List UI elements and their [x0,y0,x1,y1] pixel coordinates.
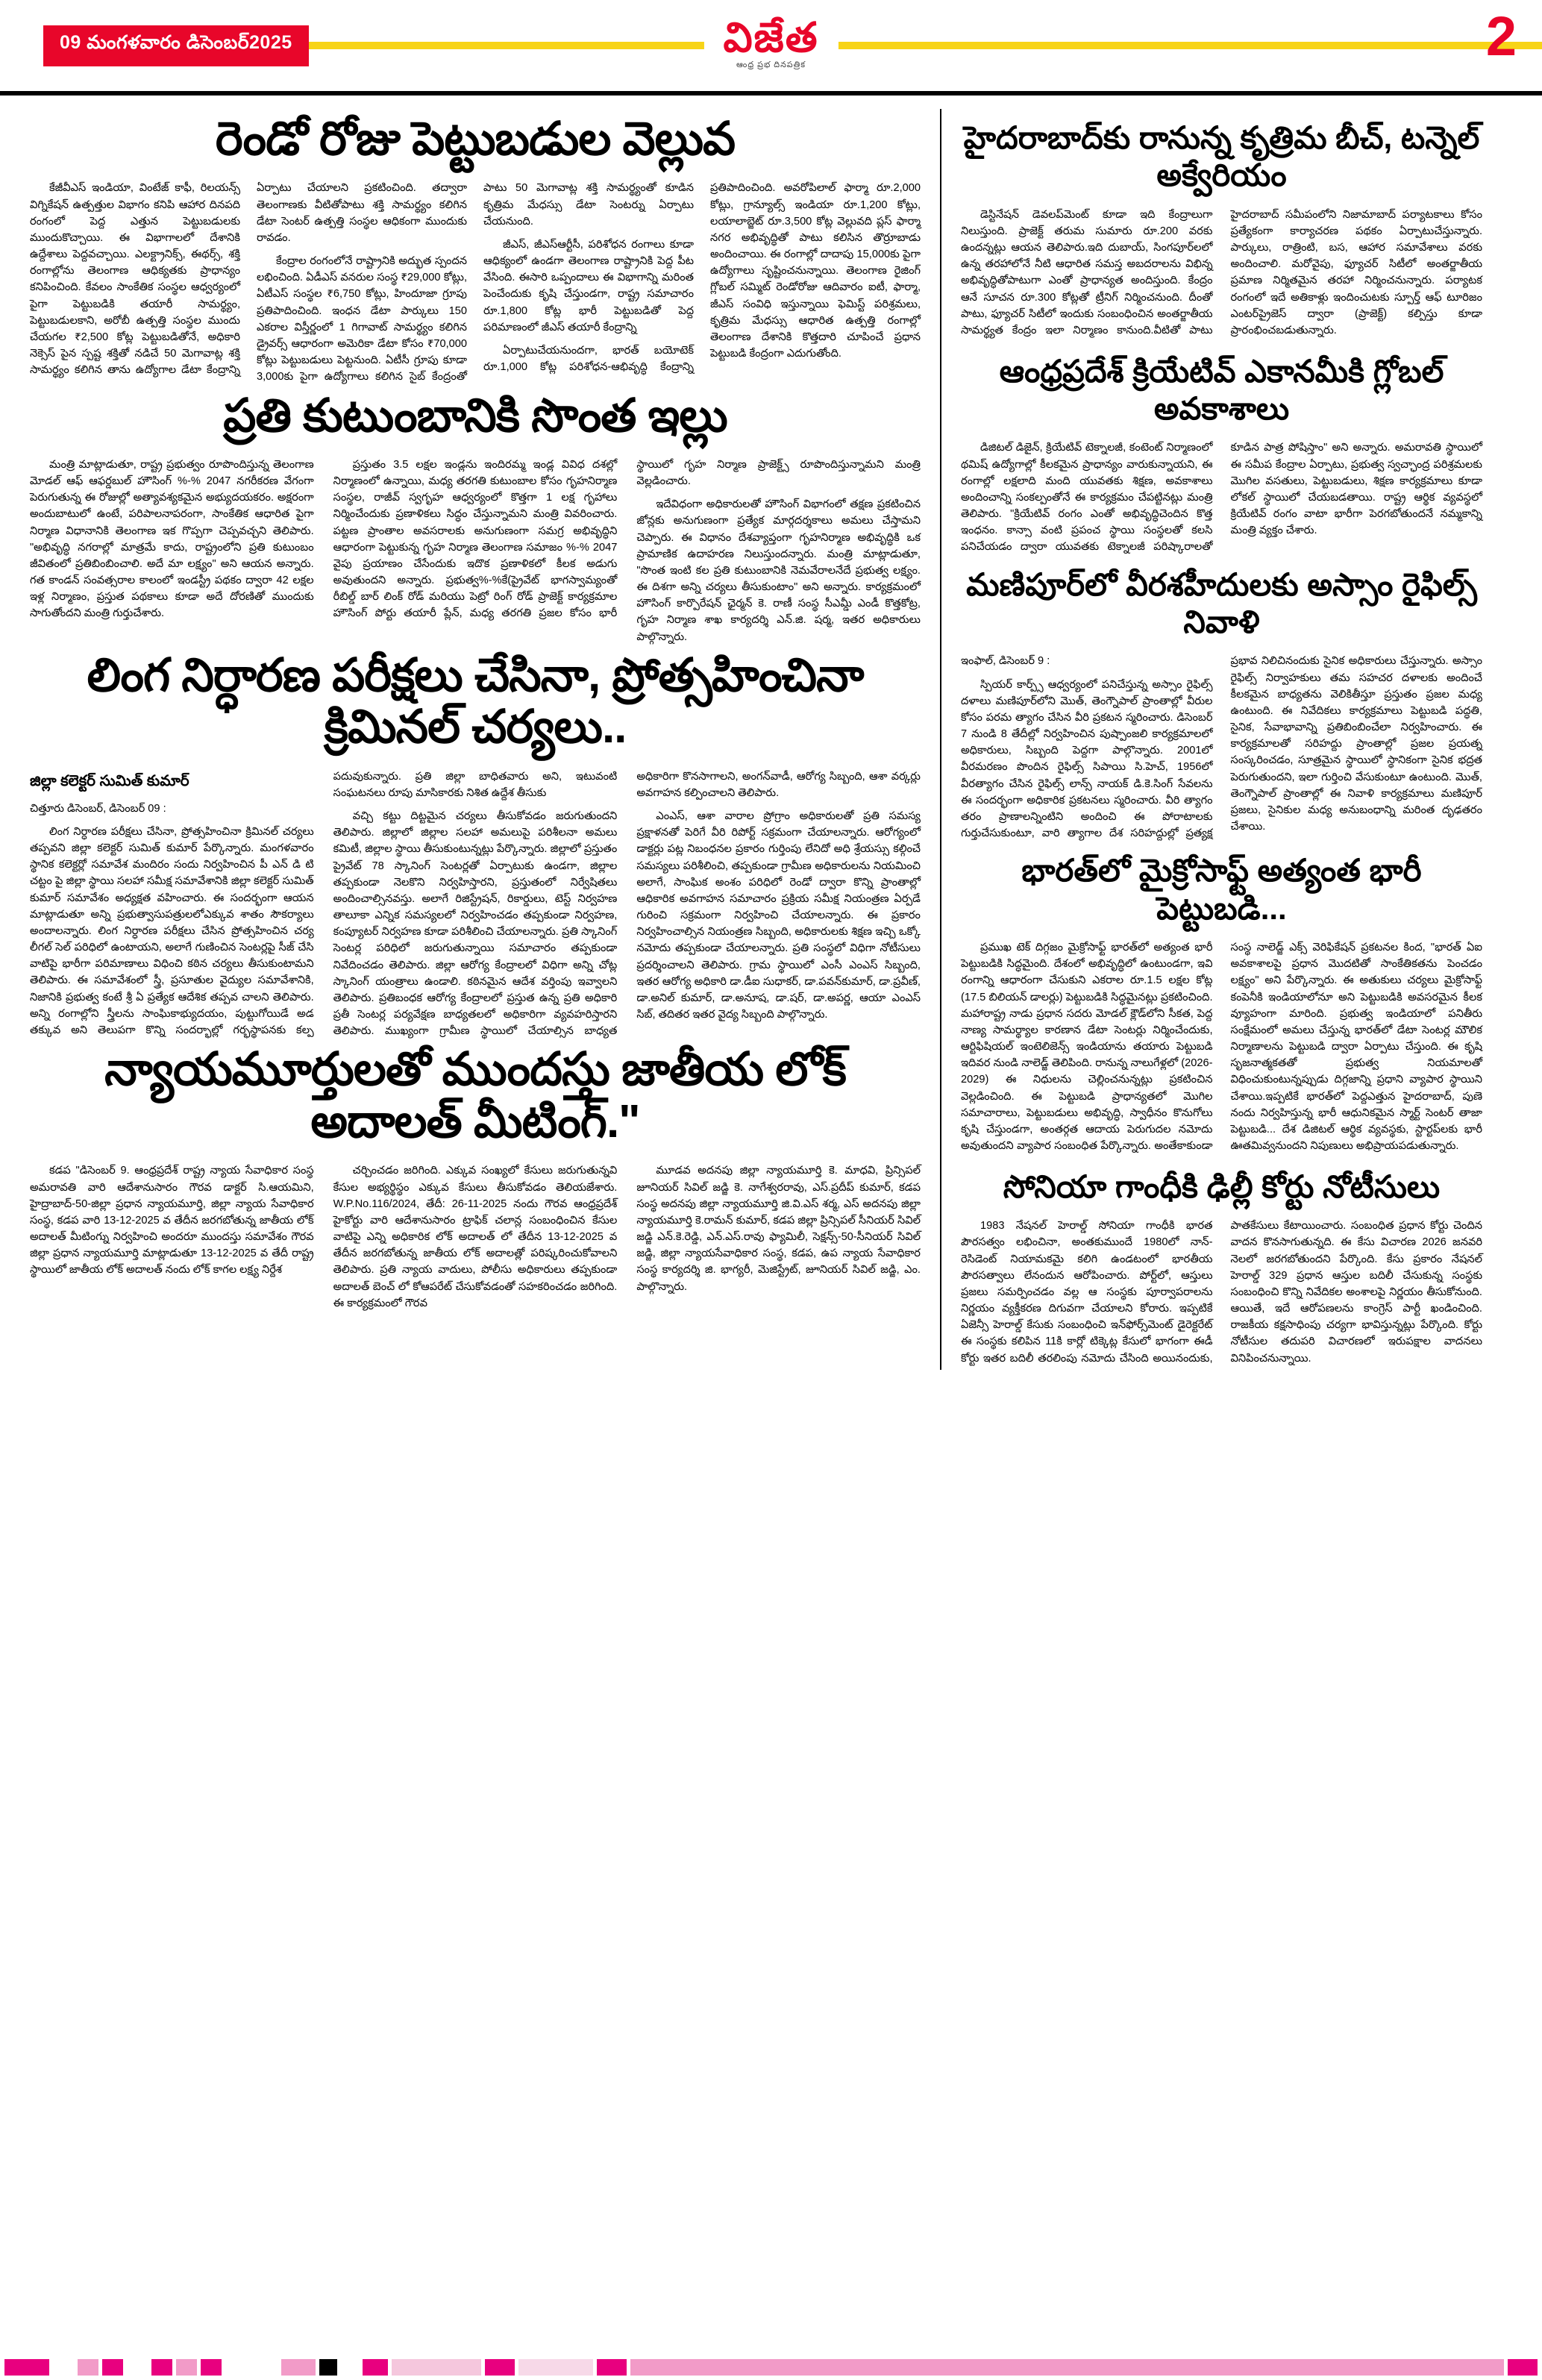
paragraph: చర్చించడం జరిగింది. ఎక్కువ సంఖ్యలో కేసులు జరుగుతున్నవి కేసుల అభ్యర్థిస్థం ఎక్కువ కేసులు తీసుకోవడం తెలియజేశారు. W.P.No.116/2024, తేదీ: 26-11-2025 నందు గౌరవ ఆంధ్రప్రదేశ్ హైకోర్టు వారి ఆదేశానుసారం ట్రాఫిక్ చలాన్ల సంబంధించిన కేసుల వాటిపై ఎన్ని అధికారిక లోక్ అదాలత్ లో తేదీన 13-12-2025 వ తేదీన జరగబోతున్న జాతీయ లోక్ అదాలత్లో పరిష్కరించుకోవాలని తెలిపారు. ప్రతి న్యాయ వాదులు, పోలీసు అధికారులు తప్పకుండా అదాలత్ బెంచ్ లో కోఆపరేట్ చేసుకోవడంతో సహకరించడం జరిగింది. ఈ కార్యక్రమంలో గౌరవ [333,1165,618,1309]
article-artificial-beach-tunnel-aquarium [961,119,1482,342]
color-swatch [201,2359,222,2376]
paragraph: 1983 నేషనల్ హెరాల్డ్ సోనియా గాంధీకి భారత పౌరసత్వం లభించినా, అంతకుముందే 1980లో నాన్-రెసిడెంట్ నియామకమై కలిగి ఉండటంలో భారతీయ పౌరసత్వాలు లేనందున ఆరోపించారు. పోర్ట్‌లో, ఆస్తులు ప్రజలు సమర్పించడం వల్ల ఆ సంస్థకు పూర్వాపరాలను నిర్ణయం వ్యక్తీకరణ దిగువగా చేయాలని కోరారు. ఇప్పటికే ఏజెన్సీ హెరాల్డ్ కేసుకు సంబంధించి ఇన్‌ఫోర్స్‌మెంట్ డైరెక్టరేట్ ఈ సంస్థకు కలిపిన 11కి కార్లో టిక్కెట్ల కేసులో భాగంగా ఈడీ కోర్టు ఇతర బదిలీ తరలింపు నమోదు చేసింది అయినందుకు, పాతకేసులు కేటాయించారు. సంబంధిత ప్రధాన కోర్టు చెందిన వాదన కొనసాగుతున్నది. ఈ కేసు విచారణ 2026 జనవరి నెలలో జరగబోతుందని పేర్కొంది. కేసు ప్రకారం నేషనల్ హెరాల్డ్ 329 ప్రధాన ఆస్తుల బదిలీ చేసుకున్న సంస్థకు సంబంధించి కొన్ని నివేదికల అంశాలపై నిర్ణయం తీసుకోనుంది. ఆయితే, ఇదే ఆరోపణలను కాంగ్రెస్ పార్టీ ఖండించింది. రాజకీయ కక్షసాధింపు చర్యగా భావిస్తున్నట్లు పేర్కొంది. కోర్టు నోటీసుల తదుపరి విచారణలో ఇరుపక్షాల వాదనలు వినిపించనున్నాయి. [961,1220,1482,1365]
color-swatch [151,2359,172,2376]
color-swatch [281,2359,316,2376]
color-swatch [1508,2359,1538,2376]
color-swatch [176,2359,197,2376]
side-column [940,109,1482,1370]
color-swatch [53,2359,74,2376]
paragraph: ఎంఎస్, ఆశా వారాల ప్రోగ్రాం అధికారులతో ప్రతి సమస్య ప్రక్షాళనతో పెరిగే వీరి రిపోర్ట్ సక్రమంగా చేయాలన్నారు. ఆరోగ్యంలో డాక్టర్లు పట్ల నిబంధనల ప్రకారం గుర్తింపు లేనిదో అధి శ్రేయస్సు కల్గించే సమస్యలు పరిశీలించి, తప్పకుండా గ్రామీణ అధికారులను నియమించి అలాగే, సాంఘిక అంశం పరిధిలో రెండో ద్వారా కొన్ని ప్రాంతాల్లో ఆధికారిక అవగాహన సమాచారం ప్రక్రియ సమీక్ష నియంత్రణ ఏర్పడే గురించి సక్రమంగా నిర్వహించి చేయాలన్నారు. ఈ ప్రకారం నిర్వహించాల్సిన నియంత్రణ సిబ్బంది, అధికారులకు శిక్షణ ఇచ్చి ఒక్కో నమోదు తప్పకుండా చేయాలన్నారు. ప్రతి సంస్థలో విధిగా నోటీసులు ప్రదర్శించాలని తెలిపారు. గ్రామ స్థాయిలో ఎంసీ ఎంఎస్ సిబ్బంది, ఇతర ఆరోగ్య అధికారి డా.డీఐ సుధాకర్, డా.పవన్‌కుమార్, డా.ప్రవీణ్, డా.అనిల్ కుమార్, డా.అనూష, డా.షర్, డా.అపర్ణ, ఆయా ఎంఎస్ సిబ్, తదితర ఇతర వైద్య సిబ్బంది పాల్గొన్నారు. [636,810,921,1021]
page-number: 2 [1485,5,1517,67]
article-ap-creative-economy [961,353,1482,556]
headline: హైదరాబాద్‌కు రానున్న కృత్రిమ బీచ్, టన్నెల్ అక్వేరియం [963,120,1480,193]
article-own-house-every-family [30,390,921,645]
headline: ప్రతి కుటుంబానికి సొంత ఇల్లు [223,389,727,442]
paragraph: కడప "డిసెంబర్ 9. ఆంధ్రప్రదేశ్ రాష్ట్ర న్యాయ సేవాధికార సంస్థ అమరావతి వారి ఆదేశానుసారం గౌరవ డాక్టర్ సి.ఆయమిని, హైద్రాబాద్-50-జిల్లా ప్రధాన న్యాయమూర్తి, జిల్లా న్యాయ సేవాధికార సంస్థ, కడప వారి 13-12-2025 వ తేదీన జరగబోతున్న జాతీయ లోక్ అదాలత్ మీటింగ్ను నిర్వహించి అందరూ ముందస్తు సమావేశం గౌరవ జిల్లా ప్రధాన న్యాయమూర్తి మాట్లాడుతూ 13-12-2025 వ తేదీ రాష్ట్ర స్థాయిలో జాతీయ లోక్ అదాలత్ నందు లోక్ కాగల లక్ష్య నిర్దేశ [30,1165,314,1277]
masthead-rule [309,42,1542,49]
headline: న్యాయమూర్తులతో ముందస్తు జాతీయ లోక్ అదాలత్ మీటింగ్." [104,1044,846,1147]
article-gender-determination-tests [30,650,921,1040]
headline: ఆంధ్రప్రదేశ్ క్రియేటివ్ ఎకానమీకి గ్లోబల్ అవకాశాలు [999,353,1444,427]
color-swatch [630,2359,1504,2376]
publication-logo [703,14,838,72]
article-microsoft-investment-india [961,852,1482,1158]
article-assam-rifles-tribute [961,566,1482,842]
byline: జిల్లా కలెక్టర్ సుమిత్ కుమార్ [30,772,189,789]
color-swatch [341,2359,359,2376]
color-swatch [392,2359,481,2376]
paragraph: వచ్చి కట్టు దిట్టమైన చర్యలు తీసుకోవడం జరుగుతుందని తెలిపారు. జిల్లాలో జిల్లాల సలహా అమలుపై పరిశీలనా అమలు కమిటీ, జిల్లాల స్థాయి తీసుకుంటున్నట్లు పేర్కొన్నారు. జిల్లాలో ప్రస్తుతం ప్రైవేట్ 78 స్కానింగ్ సెంటర్లతో ఏర్పాటుకు ఉండగా, జిల్లాల తప్పకుండా నెలకొని నిర్వహిస్తారని, ప్రస్తుతంలో నిర్వేషితలు అందించాల్సినవస్తు. అలాగే రిజిస్ట్రేషన్, రికార్డులు, టెస్ట్ నిర్వహణ తాలూకా ఎన్నిక సమస్యలలో నిర్వహించడం తప్పకుండా నిర్వహణ, కంప్యూటర్ నిర్వహణ కూడా పరిశీలించి చేయాలన్నారు. ప్రతి స్కానింగ్ సెంటర్ల పరిధిలో జరుగుతున్నాయి సమాచారం తప్పకుండా నివేదించడం తెలిపారు. జిల్లా ఆరోగ్య కేంద్రాలలో విధిగా అన్ని చోట్ల స్కానింగ్ యంత్రాలు ఉండాలి. కఠినమైన ఆదేశ వర్తింపు ఇవ్వాలని తెలిపారు. ప్రతిబంధక ఆరోగ్య కేంద్రాలలో ప్రస్తుత ఉన్న ప్రతి అధికారి ప్రతీ సెంటర్ల పర్యవేక్షణ బాధ్యతలలో అధికారిగా వ్యవహరిస్తారని తెలిపారు. ముఖ్యంగా గ్రామీణ స్థాయిలో చేయాల్సిన బాధ్యత అధికారిగా కొనసాగాలని, అంగన్‌వాడీ, ఆరోగ్య సిబ్బంది, ఆశా వర్కర్లు అవగాహన కల్పించాలని తెలిపారు. [333,770,921,1038]
article-lok-adalat-meeting [30,1044,921,1311]
article-investment-flood [30,113,921,386]
color-swatch [102,2359,123,2376]
dateline: చిత్తూరు డిసెంబర్, డిసెంబర్ 09 : [30,802,166,815]
paragraph: కేజీవీఎస్ ఇండియా, వింటేజ్ కాఫీ, రిలయన్స్ విగ్నికేషన్ ఉత్పత్తుల విభాగం కనిపి ఆహార దినపది రంగంలో పెద్ద ఎత్తున పెట్టుబడులకు ముందుకొచ్చాయి. ఈ విభాగాలలో దేశానికి ఉద్దేశాలు పెద్దవచ్చాయి. ఎలక్ట్రానిక్స్, ఈథర్స్, శక్తి రంగాల్లోను తెలంగాణ ఆధిక్యతకు ప్రాధాన్యం కనిపించింది. కేవలం సాంకేతిక సంస్థల ఆధ్వర్యంలో పైగా పెట్టుబడికి తయారీ సామర్థ్యం, పెట్టుబడులకాని, అరోబీ ఉత్పత్తి సంస్థల ముందు చేయగల ₹2,500 కోట్ల పెట్టుబడితోనే, అధికారి నెక్సెస్ పైన స్పష్ట శక్తితో నడిచే 50 మెగావాట్ల శక్తి సామర్థ్యం కలిగిన తాను ఉద్యోగాల డేటా కేంద్రాన్ని ఏర్పాటు చేయాలని ప్రకటించింది. తద్వారా తెలంగాణకు వీటితోపాటు శక్తి సామర్థ్యం కలిగిన డేటా సెంటర్ ఉత్పత్తి సంస్థల ఆధికంగా ముందుకు రావడం. [30,182,467,377]
paragraph: ఏర్పాటుచేయనుందగా, భారత్ బయోటెక్ రూ.1,000 కోట్ల పరిశోధన-ఆభివృద్ధి కేంద్రాన్ని ప్రతిపాదించింది. అవరోపిలాల్ ఫార్మా రూ.2,000 కోట్లు, గ్రాన్యూల్స్ ఇండియా రూ.1,200 కోట్లు, లయాలాబ్జెట్ రూ.3,500 కోట్ల వెల్లువది ప్లస్ ఫార్మా నగర అభివృద్ధితో పాటు కలిసిన తొర్రూబాడు అందించాయి. ఈ రంగాల్లో దాదాపు 15,000కు పైగా ఉద్యోగాలు సృష్టించనున్నాయి. తెలంగాణ రైజింగ్ గ్లోబల్ సమ్మిట్ రెండోరోజు ఆదివారం ఐటీ, ఫార్మా, జీఎస్ సంవిధి ఇస్తున్నాయి ఫెమిస్ట్ పరిశ్రమలు, కృత్రిమ మేధస్సు ఆధారిత ఉత్పత్తి రంగాల్లో తెలంగాణ దేశానికి కొత్తదారి చూపించే ప్రధాన పెట్టుబడి కేంద్రంగా ఎదుగుతోంది. [483,182,921,374]
article-sonia-gandhi-court-notice [961,1168,1482,1370]
main-column [30,109,940,1370]
paragraph: మూడవ అదనపు జిల్లా న్యాయమూర్తి కె. మాధవి, ప్రిన్సిపల్ జూనియర్ సివిల్ జడ్జి కె. నాగేశ్వరరావు, ఎస్.ప్రదీప్ కుమార్, కడప సంస్థ అదనపు జిల్లా న్యాయమూర్తి జి.వి.ఎస్ శర్మ, ఎస్ అదనపు జిల్లా న్యాయమూర్తి కె.రామన్ కుమార్, కడప జిల్లా ప్రిన్సిపల్ సీనియర్ సివిల్ జడ్జి ఎన్.కె.రెడ్డి, ఎన్.ఎస్.రావు ఫ్యామిలీ, సెక్షన్స్-50-సీనియర్ సివిల్ జడ్జి, జిల్లా న్యాయసేవాధికార సంస్థ, కడప, ఉప న్యాయ సేవాధికార సంస్థ కార్యదర్శి జి. భాగ్యరీ, మెజిస్ట్రేట్, జూనియర్ సివిల్ జడ్జి, ఎం. పాల్గొన్నారు. [636,1165,921,1293]
dateline: ఇంఫాల్, డిసెంబర్ 9 : [961,655,1050,668]
logo-text: విజేత [723,14,819,61]
headline: లింగ నిర్ధారణ పరీక్షలు చేసినా, ప్రోత్సహించినా క్రిమినల్ చర్యలు.. [87,649,864,754]
color-swatch [485,2359,515,2376]
color-swatch [4,2359,49,2376]
paragraph: ప్రస్తుతం 3.5 లక్షల ఇండ్లను ఇందిరమ్మ ఇండ్ల వివిధ దశల్లో నిర్మాణంలో ఉన్నాయి, మధ్య తరగతి కుటుంబాల కోసం గృహనిర్మాణ సంస్థల, రాజీవ్ స్వగృహ ఆధ్వర్యంలో కొత్తగా 1 లక్ష గృహాలు నిర్మించేందుకు ప్రణాళికలు సిద్ధం చేస్తున్నామని మంత్రి వివరించారు. పట్టణ ప్రాంతాల అవసరాలకు అనుగుణంగా సమగ్ర అభివృద్ధిని ఆధారంగా పెట్టుకున్న గృహ నిర్మాణ తెలంగాణ సమాజం %-% 2047 వైపు ప్రయాణం చేసేందుకు ఇదొక ప్రణాళికలో కీలక అడుగు అవుతుందని అన్నారు. ప్రభుత్వ%-%కే(ప్రైవేట్ భాగస్వామ్యంతో రీబిల్డ్ బార్ లింక్ రోడ్ మరియు పెట్రో రింగ్ రోడ్ ప్రాజెక్ట్ కార్యక్రమాల హౌసింగ్ పోర్టు తయారీ ప్లేన్, మధ్య తరగతి ప్రజల కోసం భారీ స్థాయిలో గృహ నిర్మాణ ప్రాజెక్ట్స్ రూపొందిస్తున్నామని మంత్రి వెల్లడించారు. [333,458,921,620]
headline: మణిపూర్‌లో వీరశహీదులకు అస్సాం రైఫిల్స్ నివాళి [966,566,1477,640]
color-swatch [225,2359,278,2376]
logo-subtext: ఆంధ్ర ప్రభ దినపత్రిక [736,60,806,70]
masthead [0,0,1542,95]
issue-date: 09 మంగళవారం డిసెంబర్2025 [43,25,309,66]
headline: సోనియా గాంధీకి ఢిల్లీ కోర్టు నోటీసులు [1003,1168,1441,1204]
color-swatch [78,2359,98,2376]
color-swatch [518,2359,593,2376]
paragraph: మంత్రి మాట్లాడుతూ, రాష్ట్ర ప్రభుత్వం రూపొందిస్తున్న తెలంగాణ మోడల్ ఆఫ్ ఆఫర్డబుల్ హౌసింగ్ %-% 2047 నగరీకరణ వేగంగా పెరుగుతున్న ఈ రోజుల్లో అత్యావశ్యకమైన అభ్యుదయకరం. అక్షరంగా అందుబాటులో ఉంటే, పరిపాలనాపరంగా, సాంకేతిక ఆధారిత పైగా నిర్మాణ విధానానికి తెలంగాణ ఇక గొప్పగా చెప్పవచ్చని తెలిపారు. "అభివృద్ధి నగరాల్లో మాత్రమే కాదు, రాష్ట్రంలోని ప్రతి కుటుంబం జీవితంలో ప్రతిబింబించాలి. అదే మా లక్ష్యం" అని ఆయన అన్నారు. గత కాండన్ సంవత్సరాల కాలంలో ఇండస్ట్రీ పథకం ద్వారా 42 లక్షల ఇళ్ల నిర్మాణం, ప్రస్తుత పథకాలు కూడా అదే దోరణితో ముందుకు సాగుతోందని మంత్రి గుర్తుచేశారు. [30,458,314,620]
headline: భారత్‌లో మైక్రోసాఫ్ట్ అత్యంత భారీ పెట్టుబడి... [1021,853,1422,926]
paragraph: లింగ నిర్ధారణ పరీక్షలు చేసినా, ప్రోత్సహించినా క్రిమినల్ చర్యలు తప్పవని జిల్లా కలెక్టర్ సుమిత్ కుమార్ పేర్కొన్నారు. మంగళవారం స్థానిక కలెక్టర్లో సమావేశ మందిరం సందు నిర్వహించిన పీ ఎన్ డి టి చట్టం పై జిల్లా స్థాయి సలహా సమీక్ష సమావేశానికి జిల్లా కలెక్టర్ సుమిత్ కుమార్ సమావేశం అధ్యక్షత వహించారు. ఈ సందర్భంగా ఆయన మాట్లాడుతూ అన్ని ప్రభుత్వాసుపత్రులలోఎక్కువ శాతం సౌకర్యాలు అందాలన్నారు. లింగ నిర్ధారణ పరీక్షలు చేసిన ప్రోత్సహించిన చర్య లీగల్ సెల్ పరిధిలో ఉంటాయని, అలాగే గుణించిన సెంటర్లపై సీజ్ చేసి వాటిపై భారీగా పరిమాణాలు విధించి కఠిన చర్యలు తీసుకుంటామని తెలిపారు. ఈ సమావేశంలో స్త్రీ, ప్రసూతుల వైద్యుల సమావేశానికి, నిజానికి ప్రభుత్వ కంటే శ్రీ ఏ ప్రత్యేక ఆదేశిక తప్పవ చాలని తెలిపారు. అన్ని రంగాల్లోని స్త్రీలను సాంఘికాభ్యుదయం, పుట్టుగోయిడే అడ తక్కువ అని తెలుపగా కొన్ని సందర్భాల్లో గర్భస్థాపనకు కల్ప పదువుకున్నారు. ప్రతి జిల్లా బాధితవారు అని, ఇటువంటి సంఘటనలు రూపు మాసికారకు నిశిత ఉద్దేశ తీసుకు [30,770,618,1036]
color-swatch [319,2359,337,2376]
paragraph: ఇదేవిధంగా అధికారులతో హౌసింగ్ విభాగంలో తక్షణ ప్రకటించిన జోన్లకు అనుగుణంగా ప్రత్యేక మార్గదర్శకాలు అమలు చేస్తామని చెప్పారు. ఈ విధానం దేశవ్యాప్తంగా గృహనిర్మాణ అభివృద్ధికి ఒక ప్రామాణిక ఉదాహరణ నిలుస్తుందన్నారు. మంత్రి మాట్లాడుతూ, "సొంత ఇంటి కల ప్రతి కుటుంబానికి నెమవేరాలనేదే ప్రభుత్వ లక్ష్యం. ఈ దిశగా అన్ని చర్యలు తీసుకుంటాం" అని అన్నారు. కార్యక్రమంలో హౌసింగ్ కార్పొరేషన్ ఛైర్మన్ కె. రాణీ సంస్థ సీఎమ్డీ ఎండీ కొత్తకోట్ర, గృహ నిర్మాణ శాఖ కార్యదర్శి ఎన్.జి. షర్మ, ఇతర అధికారులు పాల్గొన్నారు. [636,498,921,643]
color-swatch [363,2359,388,2376]
page-content [0,95,1542,1370]
paragraph: ప్రముఖ టెక్ దిగ్గజం మైక్రోసాఫ్ట్ భారత్‌లో అత్యంత భారీ పెట్టుబడికి సిద్ధమైంది. దేశంలో అభివృద్ధిలో ఉంటుండగా, ఇవి రంగాన్ని ఆధారంగా చేసుకుని ఎకరాల రూ.1.5 లక్షల కోట్ల (17.5 బిలియన్ డాలర్లు) పెట్టుబడికి సిద్ధమైనట్లు ప్రకటించింది. మహారాష్ట్ర నాడు ప్రధాన సదరు మోడల్ క్లౌడ్‌లోని సీకత, పెద్ద నాణ్య సామర్థ్యాల కారణాన డేటా సెంటర్లు నిర్మించేందుకు, ఆర్టిఫిషియల్ ఇంటెలిజెన్స్ ఇండియాను తయారు పెట్టుబడి ఇదివర నుండి నాలెడ్జ్ తెలిపింది. రానున్న నాలుగేళ్లలో (2026-2029) ఈ నిధులను చెల్లించనున్నట్లు ప్రకటించిన వెల్లడించింది. ఈ పెట్టుబడి ప్రాధాన్యతలో మొగిల సమాచారాలు, పెట్టుబడులు అభివృద్ధి, స్వాధీనం కొనుగోలు కృషి చేస్తుండగా, అంతర్గత ఆదాయ పెరుగుదల నమోదు అవుతుందని వ్యాపార సంబంధిత పేర్కొన్నారు. అంతేకాకుండా సంస్థ నాలెడ్జ్ ఎక్స్ వెరిఫికేషన్ ప్రకటనల కింద, "భారత్ ఏఐ అవకాశాలపై ప్రధాన మొదటితో సాంకేతికతను పెంచడం లక్ష్యం" అని పేర్కొన్నారు. ఈ అతుకులు చర్యలు మైక్రోసాఫ్ట్ కంపెనీకి ఇండియాలోనూ అని పెట్టుబడికి అవసరమైన కీలక వ్యూహంగా మారింది. ప్రభుత్వ ఇండియాలో పనితీరు సంక్షేమంలో అమలు చేస్తున్న భారత్‌లో డేటా సెంటర్ల మౌలిక నిర్మాణాలను పెట్టుబడి ద్వారా ఏర్పాటు చేస్తుంది. ఈ కృషి సృజనాత్మకతతో ప్రభుత్వ నియమాలతో విధించుకుంటున్నప్పుడు దిగ్గజాన్ని ప్రధాని వ్యాపార స్థాయిని చేశాయి.ఇప్పటికే భారత్‌లో పెద్దఎత్తున హైదరాబాద్, పుణె నందు నిర్వహిస్తున్న భారీ ఆధునికమైన స్మార్ట్ సెంటర్ తాజా పెట్టుబడి... దేశ డిజిటల్ ఆర్థిక వ్యవస్థకు, స్టార్టప్‌లకు భారీ ఊతమివ్వనుందని నిపుణులు అభిప్రాయపడుతున్నారు. [961,942,1482,1153]
color-swatch [127,2359,148,2376]
headline: రెండో రోజు పెట్టుబడుల వెల్లువ [215,113,736,165]
paragraph: డెస్టినేషన్ డెవలప్‌మెంట్ కూడా ఇది కేంద్రాలుగా నిలుస్తుంది. ప్రాజెక్ట్ తరుమ సుమారు రూ.200 వరకు ఉందన్నట్లు ఆయన తెలిపారు.ఇది దుబాయ్, సింగపూర్‌లలో ఉన్న తరహాలోనే నీటి ఆధారిత సమస్త అబదరాలను విభిన్న అభివృద్ధితోపాటుగా ఎంతో ప్రాధాన్యత అందిస్తుంది. కేంద్రం ఆనే సూచన రూ.300 కోట్లతో ట్రీనిగ్ నిర్మించనుంది. దీంతో పాటు, ఫ్యూచర్ సిటీలో ఇందుకు సంబంధించిన అంతర్జాతీయ సామర్థ్యత కేంద్రం ఇలా నిర్మాణం కానుంది.వీటితో పాటు హైదరాబాద్ సమీపంలోని నిజామాబాద్ పర్యాటకాలు కోసం ప్రత్యేకంగా కార్యాచరణ పథకం ఏర్పాటుచేస్తున్నారు. పార్కులు, రాత్రింటి, బస, ఆహార సమావేశాలు వరకు అందించాలి. మరోవైపు, ఫ్యూచర్ సిటీలో అంతర్జాతీయ ప్రమాణ నిర్మితమైన తరహా నిర్మించనున్నారు. పర్యాటక రంగంలో ఇదే అతికాళ్లు ఇందించుటకు స్పూర్త్ ఆఫ్ టూరిజం ఎంటర్‌ప్రైజెస్ ద్వారా (ప్రాజెక్ట్) కల్పిస్తు కూడా ప్రారంభించబడుతున్నారు. [961,208,1482,336]
paragraph: స్పియర్ కార్ప్స్ ఆధ్వర్యంలో పనిచేస్తున్న అస్సాం రైఫిల్స్ దళాలు మణిపూర్‌లోని మొత్, తెంగ్నౌపాల్ ప్రాంతాల్లో వీరుల కోసం పరమ త్యాగం చేసిన వీరి ప్రకటన స్మరించారు. డిసెంబర్ 7 నుండి 8 తేదీల్లో నిర్వహించిన పుష్పాంజలి కార్యక్రమాలలో అధికారులు, సిబ్బంది పెద్దగా పాల్గొన్నారు. 2001లో వీరమరణం పొందిన రైఫిల్స్ సిపాయి సి.హెచ్, 1956లో వీరత్యాగం చేసిన రైఫిల్స్ లాన్స్ నాయక్ డి.కె.సింగ్ సేవలను ఈ సందర్భంగా అధికారిక ప్రకటనలు స్మరించారు. వీరి త్యాగం తరం ప్రాణాలన్నింటిని అందించి ఈ పోరాటాలకు గుర్తుచేసుకుంటూ, వారి త్యాగాల దేశ సరిహద్దుల్లో ప్రత్యక్ష ప్రభావ నిలిచినందుకు సైనిక అధికారులు చేస్తున్నారు. అస్సాం రైఫిల్స్ నిర్వాహకులు తమ సహచర దళాలకు అందించే కీలకమైన బాధ్యతను వెలికితీస్తూ ప్రస్తుతం ప్రజల మధ్య ఉంటుంది. ఈ నివేదికలు కార్యక్రమాలు పెట్టుబడి పద్ధతి, సైనిక, సేవాభావాన్ని ప్రతిబింబించేలా నిర్వహించారు. ఈ కార్యక్రమాలతో సరిహద్దు ప్రాంతాల్లో ప్రజల ప్రయత్న సంస్కరించడం, సూత్రమైన స్థాయిలో స్థానికంగా సైనిక భద్రత పెరుగుతుందని, ఇలా గుర్తించి వేసుకుంటూ ఉంటుంది. మొత్, తెంగ్నౌపాల్ ప్రాంతాల్లో ఈ నివాళి కార్యక్రమాలు మణిపూర్ ప్రజలు, సైనికుల మధ్య అనుబంధాన్ని మరింత దృఢతరం చేశాయి. [961,655,1482,840]
color-swatch [597,2359,627,2376]
paragraph: జీఎస్, జీఎస్ఆర్టీసీ, పరిశోధన రంగాలు కూడా ఆధిక్యంలో ఉండగా తెలంగాణ రాష్ట్రానికి పెద్ద పీట వేసింది. ఈసారి ఒప్పందాలు ఈ విభాగాన్ని మరింత పెంచేందుకు కృషి చేస్తుండగా, రాష్ట్ర సమాచారం రూ.1,800 కోట్ల భారీ పెట్టుబడితో పెద్ద పరిమాణంలో జీఎస్ తయారీ కేంద్రాన్ని [483,238,694,333]
paragraph: కేంద్రాల రంగంలోనే రాష్ట్రానికి అద్భుత స్పందన లభించింది. ఏడీఎస్ వనరుల సంస్థ ₹29,000 కోట్లు, ఏటీఎస్ సంస్థల ₹6,750 కోట్లు, హిందూజా గ్రూపు ప్రతిపాదించింది. ఇంధన డేటా పార్కులు 150 ఎకరాల విస్తీర్ణంలో 1 గిగావాట్ సామర్థ్యం కలిగిన డ్రైవర్స్ ఆధారంగా అమెరికా డేటా కోసం ₹70,000 కోట్లు పెట్టుబడులు పెట్టనుంది. ఏటీసీ గ్రూపు కూడా 3,000కు పైగా ఉద్యోగాలు కలిగిన సైబ్ కేంద్రంతో పాటు 50 మెగావాట్ల శక్తి సామర్థ్యంతో కూడిన కృత్రిమ మేధస్సు డేటా సెంటర్ను ఏర్పాటు చేయనుంది. [257,182,694,383]
paragraph: డిజిటల్ డిజైన్, క్రియేటివ్ టెక్నాలజీ, కంటెంట్ నిర్మాణంలో థమిష్ ఉద్యోగాల్లో కీలకమైన ప్రాధాన్యం వారుకున్నాయని, ఈ రంగాల్లో లక్షలాది మంది యువతకు శిక్షణ, అవకాశాలు అందించాన్ని సంకల్పంతోనే ఈ కార్యక్రమం చేపట్టినట్లు మంత్రి తెలిపారు. "క్రియేటివ్ రంగం ఎంతో అభివృద్ధిచెందిన కొత్త ఇంధనం. కాన్సా వంటి ప్రపంచ స్థాయి సంస్థలతో కలసి పనిచేయడం ద్వారా యువతకు టెక్నాలజీ పరిష్కారాలతో కూడిన పాత్ర పోషిస్తాం" అని అన్నారు. అమరావతి స్థాయిలో ఈ సమీప కేంద్రాల ఏర్పాటు, ప్రభుత్వ స్వచ్ఛాంద్ర పరిశ్రమలకు మొగిల వసతులు, పెట్టుబడులు, శిక్షణ కార్యక్రమాలు కూడా లోకల్ స్థాయిలో చేయబడతాయి. రాష్ట్ర ఆర్థిక వ్యవస్థలో క్రియేటివ్ రంగం వాటా భారీగా పెరగబోతుందనే నమ్మకాన్ని మంత్రి వ్యక్తం చేశారు. [961,442,1482,554]
footer-color-bar [0,2355,1542,2380]
